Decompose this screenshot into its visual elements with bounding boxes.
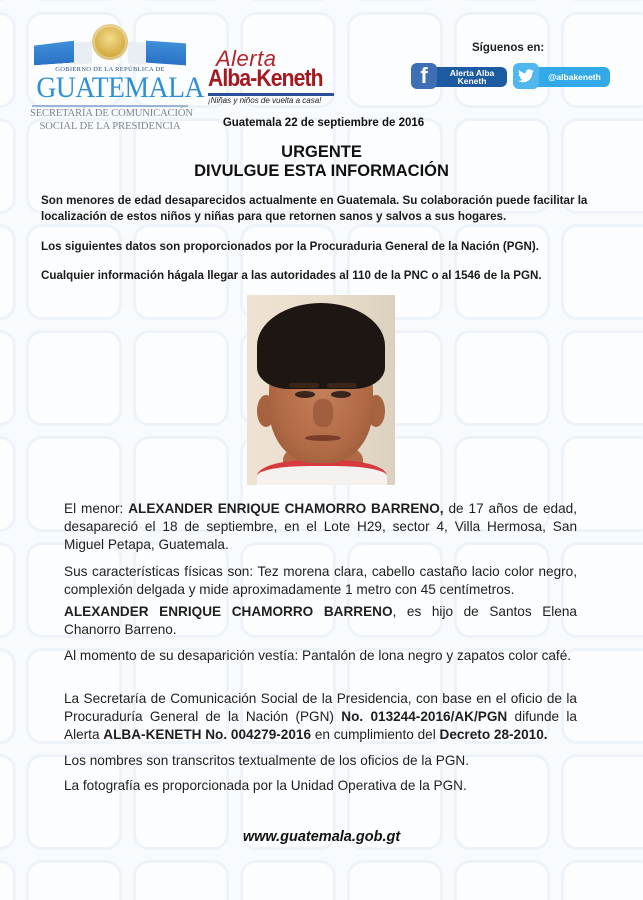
heading-divulgue: DIVULGUE ESTA INFORMACIÓN xyxy=(194,162,449,180)
alert-number: ALBA-KENETH No. 004279-2016 xyxy=(103,727,312,743)
logo-divider xyxy=(32,105,188,107)
details-paragraph-names-note: Los nombres son transcritos textualmente de los oficios de la PGN. xyxy=(64,753,469,768)
secretaria-line-2: SOCIAL DE LA PRESIDENCIA xyxy=(39,121,181,132)
details-paragraph-physical: Sus características físicas son: Tez morena clara, cabello castaño lacio color negro, complexión delgada y mide aproximadamente 1 metro con 45 centímetros. xyxy=(64,564,577,598)
secretaria-line-1: SECRETARÍA DE COMUNICACIÓN xyxy=(30,108,193,119)
follow-us-label: Síguenos en: xyxy=(472,42,545,54)
facebook-label-line1: Alerta Alba xyxy=(449,67,495,78)
flag-stripe-icon xyxy=(74,41,92,64)
flag-stripe-icon xyxy=(146,41,186,66)
coat-of-arms-icon xyxy=(92,24,128,60)
alba-keneth-logo xyxy=(206,48,336,108)
intro-paragraph-2: Los siguientes datos son proporcionados por la Procuraduria General de la Nación (PGN). xyxy=(41,240,539,253)
decree-number: Decreto 28-2010. xyxy=(439,727,548,743)
alerta-word: Alerta xyxy=(216,46,277,71)
details-paragraph-parent: ALEXANDER ENRIQUE CHAMORRO BARRENO, es hijo de Santos Elena Chanorro Barreno. xyxy=(64,604,577,638)
missing-person-photo xyxy=(247,295,395,485)
facebook-label-line2: Keneth xyxy=(457,76,487,86)
heading-urgent: URGENTE xyxy=(281,143,362,161)
missing-person-name: ALEXANDER ENRIQUE CHAMORRO BARRENO xyxy=(64,604,393,619)
facebook-label xyxy=(437,69,507,86)
details-paragraph-clothing: Al momento de su desaparición vestía: Pantalón de lona negro y zapatos color café. xyxy=(64,648,572,663)
twitter-icon xyxy=(513,63,539,89)
intro-paragraph-3: Cualquier información hágala llegar a las autoridades al 110 de la PNC o al 1546 de la PGN. xyxy=(41,269,542,282)
twitter-button[interactable] xyxy=(515,67,610,87)
flag-stripe-icon xyxy=(34,41,74,66)
alba-keneth-word: Alba-Keneth xyxy=(208,65,323,92)
gobierno-label: GOBIERNO DE LA REPÚBLICA DE xyxy=(55,66,165,73)
twitter-handle: @albakeneth xyxy=(548,71,601,82)
details-paragraph-identity: El menor: ALEXANDER ENRIQUE CHAMORRO BARRENO, de 17 años de edad, desapareció el 18 de septiembre, en el Lote H29, sector 4, Villa Hermosa, San Miguel Petapa, Guatemala. xyxy=(64,501,577,553)
bulletin-heading xyxy=(0,143,643,181)
missing-person-name: ALEXANDER ENRIQUE CHAMORRO BARRENO, xyxy=(128,501,444,516)
facebook-button[interactable] xyxy=(413,62,507,88)
bulletin-date: Guatemala 22 de septiembre de 2016 xyxy=(222,117,425,129)
logo-tagline: ¡Niñas y niños de vuelta a casa! xyxy=(208,96,322,105)
country-name: GUATEMALA xyxy=(36,71,204,104)
details-paragraph-photo-note: La fotografía es proporcionada por la Unidad Operativa de la PGN. xyxy=(64,778,467,793)
facebook-icon: f xyxy=(411,63,437,89)
details-paragraph-legal: La Secretaría de Comunicación Social de la Presidencia, con base en el oficio de la Procuraduría General de la Nación (PGN) No. 013244-2016/AK/PGN difunde la Alerta ALBA-KENETH No. 004279-2016 en cumplimiento del Decreto 28-2010. xyxy=(64,691,577,743)
flag-stripe-icon xyxy=(128,41,146,64)
website-link[interactable]: www.guatemala.gob.gt xyxy=(242,829,401,845)
intro-paragraph-1: Son menores de edad desaparecidos actualmente en Guatemala. Su colaboración puede facilitar la localización de estos niños y niñas para que retornen sanos y salvos a sus hogares. xyxy=(41,194,588,223)
oficio-number: No. 013244-2016/AK/PGN xyxy=(341,709,508,725)
